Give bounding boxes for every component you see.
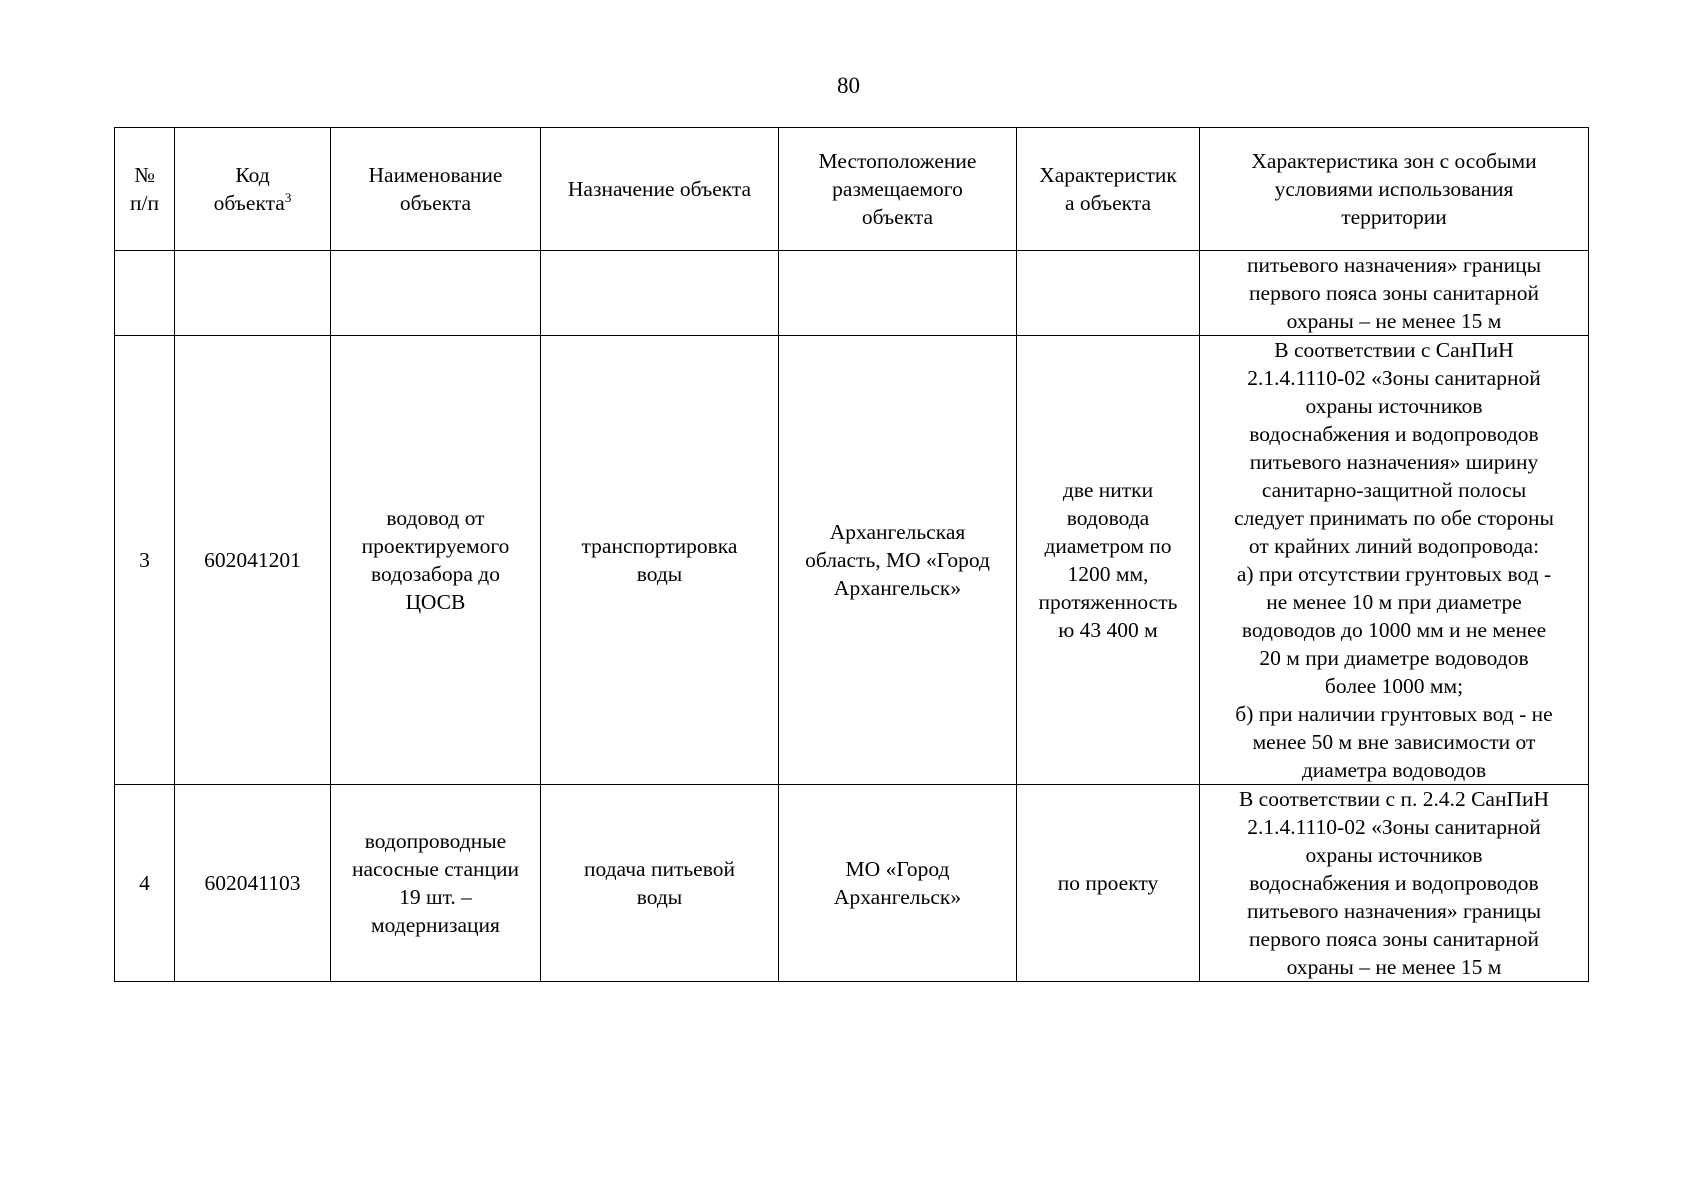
cell-text-line: по проекту — [1057, 871, 1159, 895]
cell-text-line: водоснабжения и водопроводов — [1249, 422, 1539, 446]
cell-text-line: питьевого назначения» границы — [1246, 253, 1542, 277]
cell-text-line: воды — [636, 885, 683, 909]
cell-number: 4 — [115, 785, 175, 982]
cell-text-line: следует принимать по обе стороны — [1234, 506, 1554, 530]
cell-text-line: протяженность — [1038, 590, 1178, 614]
cell-text-line: водопроводные — [364, 829, 507, 853]
cell-text-line: насосные станции — [351, 857, 520, 881]
cell-object-location — [779, 251, 1017, 336]
cell-text-line: водоводов до 1000 мм и не менее — [1241, 618, 1547, 642]
cell-text-line: 2.1.4.1110-02 «Зоны санитарной — [1247, 815, 1541, 839]
cell-text-line: первого пояса зоны санитарной — [1249, 281, 1539, 305]
cell-object-characteristic — [1017, 336, 1200, 785]
table-header-row — [115, 128, 1589, 251]
cell-object-name — [331, 336, 541, 785]
cell-text-line: Архангельск» — [833, 576, 962, 600]
cell-text-line: менее 50 м вне зависимости от — [1252, 730, 1536, 754]
table-row — [115, 336, 1589, 785]
header-object-purpose: Назначение объекта — [541, 128, 779, 251]
cell-text-line: охраны источников — [1305, 843, 1483, 867]
cell-object-purpose — [541, 336, 779, 785]
cell-object-location — [779, 336, 1017, 785]
cell-text-line: водозабора до — [371, 562, 500, 586]
objects-table — [114, 127, 1589, 982]
cell-text-line: диаметром по — [1044, 534, 1172, 558]
table-row — [115, 785, 1589, 982]
cell-zones-characteristic — [1200, 251, 1589, 336]
cell-text-line: две нитки — [1062, 478, 1154, 502]
cell-object-characteristic — [1017, 785, 1200, 982]
cell-text-line: 2.1.4.1110-02 «Зоны санитарной — [1247, 366, 1541, 390]
cell-object-name — [331, 251, 541, 336]
cell-object-purpose — [541, 251, 779, 336]
cell-object-code: 602041201 — [175, 336, 331, 785]
cell-text-line: В соответствии с СанПиН — [1274, 338, 1514, 362]
header-object-location: Местоположение размещаемого объекта — [779, 128, 1017, 251]
cell-text-line: 1200 мм, — [1067, 562, 1149, 586]
cell-object-name — [331, 785, 541, 982]
cell-text-line: охраны источников — [1305, 394, 1483, 418]
cell-text-line: МО «Город — [845, 857, 950, 881]
cell-text-line: охраны – не менее 15 м — [1286, 955, 1502, 979]
cell-text-line: проектируемого — [361, 534, 510, 558]
table-row — [115, 251, 1589, 336]
cell-text-line: водоснабжения и водопроводов — [1249, 871, 1539, 895]
header-number: № п/п — [115, 128, 175, 251]
cell-text-line: от крайних линий водопровода: — [1248, 534, 1540, 558]
cell-text-line: 19 шт. – — [399, 885, 472, 909]
cell-object-purpose — [541, 785, 779, 982]
cell-object-code — [175, 251, 331, 336]
cell-text-line: транспортировка — [581, 534, 738, 558]
cell-object-code: 602041103 — [175, 785, 331, 982]
header-object-characteristic: Характеристик а объекта — [1017, 128, 1200, 251]
header-object-name: Наименование объекта — [331, 128, 541, 251]
cell-text-line: санитарно-защитной полосы — [1261, 478, 1527, 502]
cell-text-line: водовода — [1066, 506, 1150, 530]
cell-text-line: воды — [636, 562, 683, 586]
cell-text-line: более 1000 мм; — [1324, 674, 1464, 698]
cell-zones-characteristic — [1200, 785, 1589, 982]
cell-text-line: В соответствии с п. 2.4.2 СанПиН — [1238, 787, 1550, 811]
header-zones-characteristic: Характеристика зон с особыми условиями использования территории — [1200, 128, 1589, 251]
cell-text-line: питьевого назначения» границы — [1246, 899, 1542, 923]
cell-text-line: 20 м при диаметре водоводов — [1259, 646, 1529, 670]
cell-text-line: а) при отсутствии грунтовых вод - — [1236, 562, 1552, 586]
header-object-code: Код объекта$^3$ — [175, 128, 331, 251]
cell-object-location — [779, 785, 1017, 982]
cell-zones-characteristic — [1200, 336, 1589, 785]
cell-text-line: охраны – не менее 15 м — [1286, 309, 1502, 333]
footnote-marker: 3 — [284, 189, 292, 205]
cell-text-line: ЦОСВ — [405, 590, 466, 614]
page-number: 80 — [837, 73, 860, 98]
cell-text-line: модернизация — [371, 913, 500, 937]
cell-text-line: б) при наличии грунтовых вод - не — [1235, 702, 1553, 726]
cell-text-line: первого пояса зоны санитарной — [1249, 927, 1539, 951]
cell-text-line: Архангельская — [829, 520, 966, 544]
cell-text-line: ю 43 400 м — [1058, 618, 1158, 642]
cell-number: 3 — [115, 336, 175, 785]
cell-text-line: подача питьевой — [583, 857, 735, 881]
cell-text-line: Архангельск» — [833, 885, 962, 909]
cell-text-line: не менее 10 м при диаметре — [1266, 590, 1522, 614]
cell-object-characteristic — [1017, 251, 1200, 336]
cell-number — [115, 251, 175, 336]
cell-text-line: питьевого назначения» ширину — [1249, 450, 1539, 474]
cell-text-line: область, МО «Город — [805, 548, 990, 572]
cell-text-line: диаметра водоводов — [1301, 758, 1487, 782]
cell-text-line: водовод от — [386, 506, 485, 530]
